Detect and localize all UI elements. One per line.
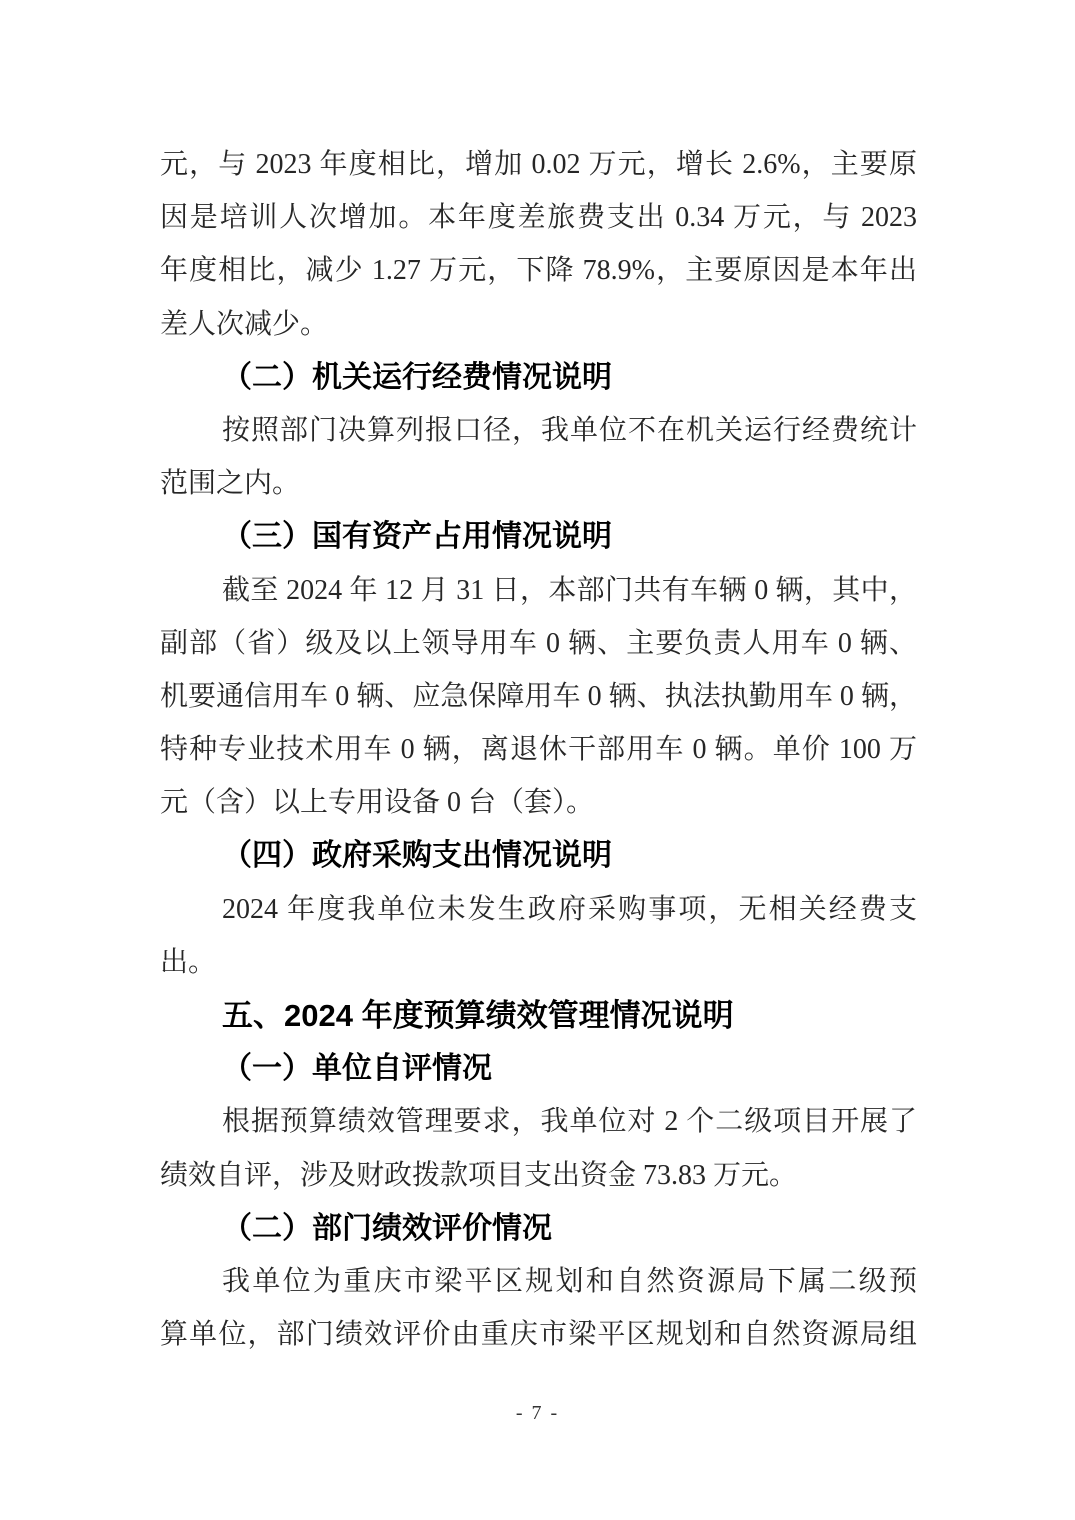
body-text-line: 我单位为重庆市梁平区规划和自然资源局下属二级预 xyxy=(222,1265,917,1297)
body-text-line: 根据预算绩效管理要求，我单位对 2 个二级项目开展了 xyxy=(222,1106,917,1138)
page-number: - 7 - xyxy=(515,1402,560,1424)
heading-gov-procurement: （四）政府采购支出情况说明 xyxy=(222,839,612,873)
body-text-line: 副部（省）级及以上领导用车 0 辆、主要负责人用车 0 辆、 xyxy=(160,627,917,659)
heading-state-assets: （三）国有资产占用情况说明 xyxy=(222,520,612,554)
heading-dept-evaluation: （二）部门绩效评价情况 xyxy=(222,1211,552,1245)
body-text-line: 特种专业技术用车 0 辆，离退休干部用车 0 辆。单价 100 万 xyxy=(160,734,917,766)
heading-budget-performance: 五、2024 年度预算绩效管理情况说明 xyxy=(222,998,734,1033)
body-text-line: 因是培训人次增加。本年度差旅费支出 0.34 万元，与 2023 xyxy=(160,202,917,234)
body-text-line: 截至 2024 年 12 月 31 日，本部门共有车辆 0 辆，其中， xyxy=(222,574,917,606)
body-text-line: 绩效自评，涉及财政拨款项目支出资金 73.83 万元。 xyxy=(160,1159,798,1191)
body-text-line: 机要通信用车 0 辆、应急保障用车 0 辆、执法执勤用车 0 辆， xyxy=(160,680,917,712)
heading-self-evaluation: （一）单位自评情况 xyxy=(222,1052,492,1086)
heading-org-operation-funds: （二）机关运行经费情况说明 xyxy=(222,360,612,394)
page-body xyxy=(160,138,917,1361)
body-text-line: 算单位，部门绩效评价由重庆市梁平区规划和自然资源局组 xyxy=(160,1319,917,1351)
body-text-line: 元，与 2023 年度相比，增加 0.02 万元，增长 2.6%，主要原 xyxy=(160,149,917,180)
body-text-line: 2024 年度我单位未发生政府采购事项，无相关经费支 xyxy=(222,893,917,925)
body-text-line: 年度相比，减少 1.27 万元，下降 78.9%，主要原因是本年出 xyxy=(160,255,917,287)
body-text-line: 出。 xyxy=(160,946,217,978)
body-text-line: 差人次减少。 xyxy=(160,308,329,340)
body-text-line: 元（含）以上专用设备 0 台（套）。 xyxy=(160,787,595,819)
body-text-line: 范围之内。 xyxy=(160,468,301,500)
body-text-line: 按照部门决算列报口径，我单位不在机关运行经费统计 xyxy=(222,414,917,446)
